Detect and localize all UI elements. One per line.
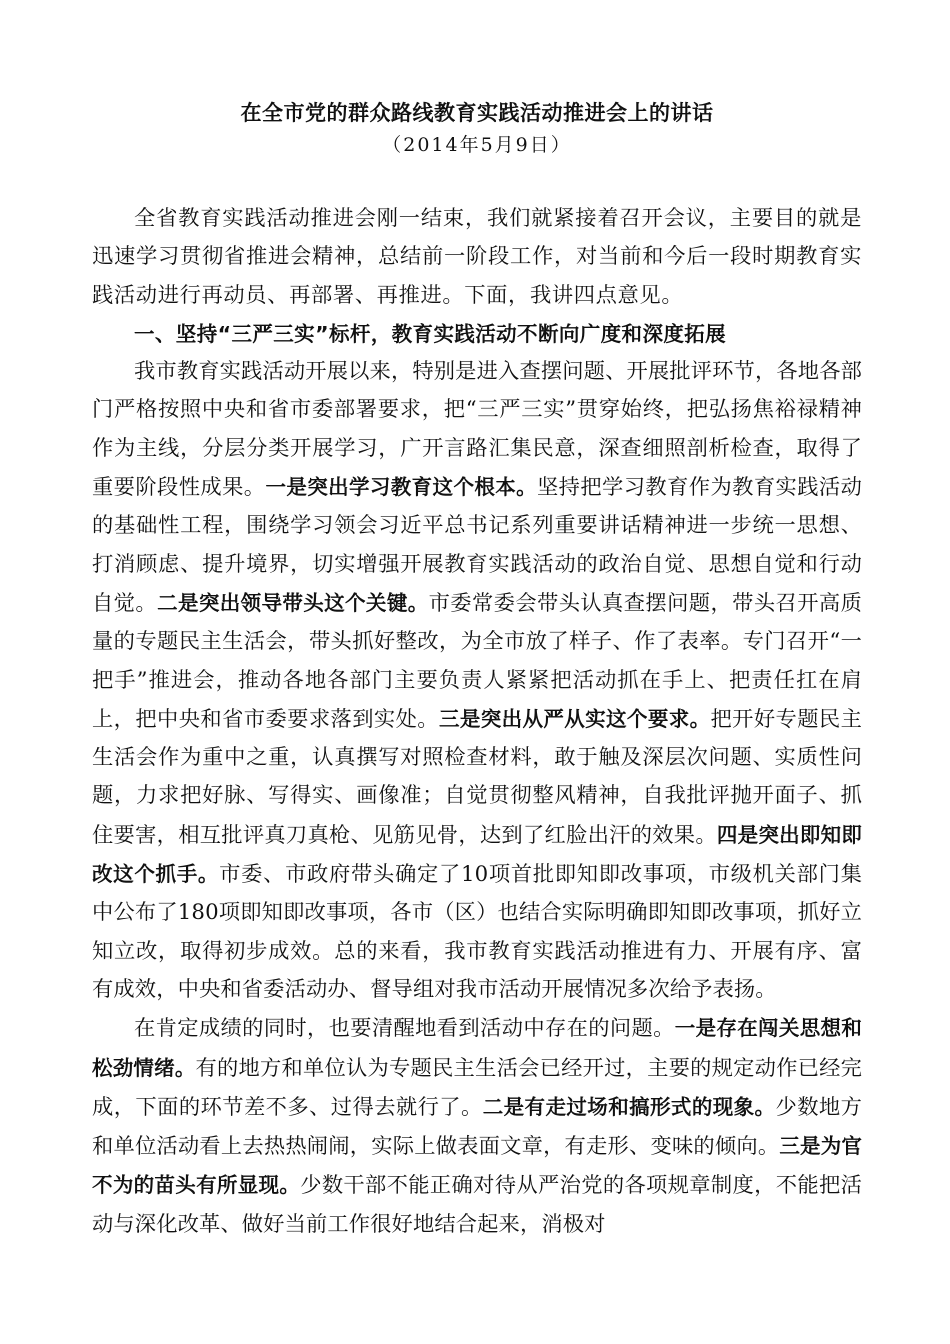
problem-three-heading: 三是为官不为的苗头有所显现。 — [92, 1134, 863, 1198]
problem-one-heading: 一是存在闯关思想和松劲情绪。 — [92, 1016, 862, 1080]
point-two-text: 市委常委会带头认真查摆问题，带头召开高质量的专题民主生活会，带头抓好整改，为全市放了样子、作了表率。专门召开“一把手”推进会，推动各地各部门主要负责人紧紧把活动抓在手上、把责任扛在肩上，把中央和省市委要求落到实处。 — [92, 590, 862, 732]
intro-paragraph: 全省教育实践活动推进会刚一结束，我们就紧接着召开会议，主要目的就是迅速学习贯彻省推进会精神，总结前一阶段工作，对当前和今后一段时期教育实践活动进行再动员、再部署、再推进。下面，我讲四点意见。 — [92, 206, 862, 308]
point-one-heading: 一是突出学习教育这个根本。 — [265, 475, 537, 500]
point-one-text: 坚持把学习教育作为教育实践活动的基础性工程，围绕学习领会习近平总书记系列重要讲话精神进一步统一思想、打消顾虑、提升境界，切实增强开展教育实践活动的政治自觉、思想自觉和行动自觉。 — [92, 475, 862, 616]
title-spacer — [92, 158, 862, 200]
point-three-heading: 三是突出从严从实这个要求。 — [438, 706, 711, 731]
problems-text: 在肯定成绩的同时，也要清醒地看到活动中存在的问题。 — [134, 1016, 675, 1042]
document-date: （2014年5月9日） — [382, 134, 572, 156]
problem-two-text: 少数地方和单位活动看上去热热闹闹，实际上做表面文章，有走形、变味的倾向。 — [92, 1094, 863, 1160]
problems-paragraph — [92, 1009, 862, 1244]
section-heading: 一、坚持“三严三实”标杆，教育实践活动不断向广度和深度拓展 — [134, 321, 727, 346]
problem-two-heading: 二是有走过场和搞形式的现象。 — [482, 1094, 776, 1119]
point-three-text: 把开好专题民主生活会作为重中之重，认真撰写对照检查材料，敢于触及深层次问题、实质性问题，力求把好脉、写得实、画像准；自觉贯彻整风精神，自我批评抛开面子、抓住要害，相互批评真刀真枪、见筋见骨，达到了红脸出汗的效果。 — [92, 706, 862, 848]
document-page — [92, 94, 862, 1244]
problem-one-text: 有的地方和单位认为专题民主生活会已经开过，主要的规定动作已经完成，下面的环节差不多、过得去就行了。 — [92, 1055, 862, 1120]
point-four-text: 市委、市政府带头确定了10项首批即知即改事项，市级机关部门集中公布了180项即知即改事项，各市（区）也结合实际明确即知即改事项，抓好立知立改，取得初步成效。总的来看，我市教育实践活动推进有力、开展有序、富有成效，中央和省委活动办、督导组对我市活动开展情况多次给予表扬。 — [92, 862, 862, 1002]
problem-three-text: 少数干部不能正确对待从严治党的各项规章制度，不能把活动与深化改革、做好当前工作很好地结合起来，消极对 — [92, 1173, 863, 1237]
achievements-text: 我市教育实践活动开展以来，特别是进入查摆问题、开展批评环节，各地各部门严格按照中央和省市委部署要求，把“三严三实”贯穿始终，把弘扬焦裕禄精神作为主线，分层分类开展学习，广开言路汇集民意，深查细照剖析检查，取得了重要阶段性成果。 — [92, 359, 862, 501]
point-two-heading: 二是突出领导带头这个关键。 — [157, 590, 429, 615]
document-title: 在全市党的群众路线教育实践活动推进会上的讲话 — [240, 101, 714, 125]
point-four-heading: 四是突出即知即改这个抓手。 — [92, 822, 862, 887]
achievements-paragraph — [92, 353, 862, 1009]
